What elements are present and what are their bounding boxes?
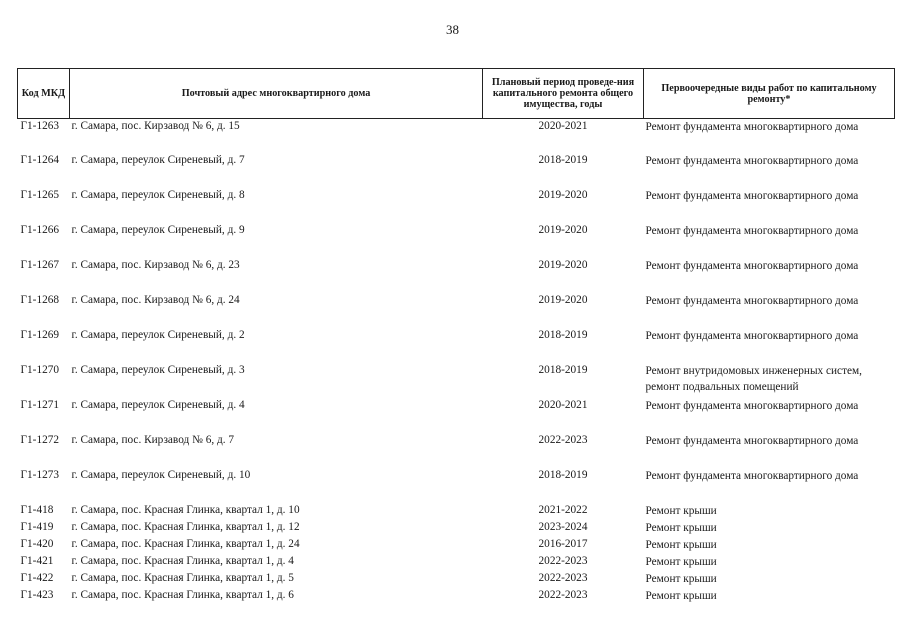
- cell-address: г. Самара, пос. Красная Глинка, квартал 1, д. 24: [71, 538, 300, 550]
- table-row: [18, 571, 895, 588]
- header-code: Код МКД: [18, 69, 70, 119]
- cell-period: 2022-2023: [538, 555, 588, 567]
- cell-works: Ремонт крыши: [645, 573, 717, 585]
- table-row: [18, 588, 895, 605]
- cell-works: Ремонт фундамента многоквартирного дома: [645, 225, 859, 237]
- cell-period: 2020-2021: [538, 399, 588, 411]
- table-row: [18, 258, 895, 293]
- cell-period: 2020-2021: [538, 120, 588, 132]
- cell-works: Ремонт фундамента многоквартирного дома: [645, 295, 859, 307]
- cell-period: 2018-2019: [538, 364, 588, 376]
- header-period: Плановый период проведе-ния капитального ремонта общего имущества, годы: [483, 69, 644, 119]
- table-row: [18, 468, 895, 503]
- cell-period: 2019-2020: [538, 224, 588, 236]
- cell-address: г. Самара, переулок Сиреневый, д. 8: [71, 189, 245, 201]
- cell-works: Ремонт крыши: [645, 522, 717, 534]
- cell-code: Г1-1265: [20, 189, 60, 201]
- cell-code: Г1-1271: [20, 399, 60, 411]
- cell-code: Г1-1266: [20, 224, 60, 236]
- cell-address: г. Самара, пос. Кирзавод № 6, д. 15: [71, 120, 240, 132]
- cell-period: 2019-2020: [538, 259, 588, 271]
- cell-address: г. Самара, пос. Кирзавод № 6, д. 24: [71, 294, 240, 306]
- cell-period: 2019-2020: [538, 294, 588, 306]
- table-row: [18, 554, 895, 571]
- table-row: [18, 119, 895, 154]
- cell-address: г. Самара, переулок Сиреневый, д. 4: [71, 399, 245, 411]
- cell-works: Ремонт крыши: [645, 539, 717, 551]
- cell-code: Г1-1264: [20, 154, 60, 166]
- cell-address: г. Самара, пос. Красная Глинка, квартал 1, д. 12: [71, 521, 300, 533]
- cell-period: 2016-2017: [538, 538, 588, 550]
- table-row: [18, 398, 895, 433]
- cell-address: г. Самара, пос. Красная Глинка, квартал 1, д. 4: [71, 555, 294, 567]
- table-row: [18, 520, 895, 537]
- cell-address: г. Самара, пос. Красная Глинка, квартал 1, д. 10: [71, 504, 300, 516]
- capital-repair-table: [17, 68, 895, 605]
- header-address: Почтовый адрес многоквартирного дома: [70, 69, 483, 119]
- cell-works: Ремонт фундамента многоквартирного дома: [645, 190, 859, 202]
- cell-period: 2022-2023: [538, 589, 588, 601]
- table-row: [18, 223, 895, 258]
- cell-address: г. Самара, пос. Красная Глинка, квартал 1, д. 5: [71, 572, 294, 584]
- table-row: [18, 433, 895, 468]
- cell-code: Г1-1267: [20, 259, 60, 271]
- table-row: [18, 363, 895, 398]
- cell-period: 2018-2019: [538, 154, 588, 166]
- table-row: [18, 188, 895, 223]
- cell-code: Г1-418: [20, 504, 54, 516]
- cell-code: Г1-1272: [20, 434, 60, 446]
- cell-works: Ремонт крыши: [645, 556, 717, 568]
- cell-period: 2023-2024: [538, 521, 588, 533]
- cell-address: г. Самара, переулок Сиреневый, д. 7: [71, 154, 245, 166]
- cell-address: г. Самара, переулок Сиреневый, д. 3: [71, 364, 245, 376]
- table-header-row: [18, 69, 895, 119]
- cell-code: Г1-420: [20, 538, 54, 550]
- table-row: [18, 328, 895, 363]
- page-number: 38: [446, 22, 459, 37]
- cell-address: г. Самара, переулок Сиреневый, д. 2: [71, 329, 245, 341]
- cell-address: г. Самара, пос. Кирзавод № 6, д. 23: [71, 259, 240, 271]
- cell-code: Г1-1269: [20, 329, 60, 341]
- cell-works: Ремонт фундамента многоквартирного дома: [645, 330, 859, 342]
- cell-works: Ремонт фундамента многоквартирного дома: [645, 400, 859, 412]
- cell-works: Ремонт фундамента многоквартирного дома: [645, 260, 859, 272]
- cell-code: Г1-1268: [20, 294, 60, 306]
- cell-period: 2018-2019: [538, 329, 588, 341]
- cell-code: Г1-1270: [20, 364, 60, 376]
- cell-works: Ремонт фундамента многоквартирного дома: [645, 435, 859, 447]
- cell-period: 2019-2020: [538, 189, 588, 201]
- cell-code: Г1-423: [20, 589, 54, 601]
- table-row: [18, 153, 895, 188]
- cell-code: Г1-1263: [20, 120, 60, 132]
- cell-period: 2021-2022: [538, 504, 588, 516]
- cell-code: Г1-419: [20, 521, 54, 533]
- cell-address: г. Самара, пос. Кирзавод № 6, д. 7: [71, 434, 235, 446]
- cell-code: Г1-421: [20, 555, 54, 567]
- cell-works: Ремонт внутридомовых инженерных систем, ремонт подвальных помещений: [645, 365, 862, 393]
- table-row: [18, 537, 895, 554]
- cell-works: Ремонт фундамента многоквартирного дома: [645, 155, 859, 167]
- cell-period: 2018-2019: [538, 469, 588, 481]
- cell-works: Ремонт фундамента многоквартирного дома: [645, 470, 859, 482]
- cell-works: Ремонт крыши: [645, 590, 717, 602]
- table-row: [18, 503, 895, 520]
- cell-address: г. Самара, пос. Красная Глинка, квартал 1, д. 6: [71, 589, 294, 601]
- cell-works: Ремонт крыши: [645, 505, 717, 517]
- cell-period: 2022-2023: [538, 572, 588, 584]
- cell-works: Ремонт фундамента многоквартирного дома: [645, 121, 859, 133]
- cell-code: Г1-422: [20, 572, 54, 584]
- cell-address: г. Самара, переулок Сиреневый, д. 10: [71, 469, 251, 481]
- table-row: [18, 293, 895, 328]
- header-works: Первоочередные виды работ по капитальному ремонту*: [644, 69, 895, 119]
- cell-address: г. Самара, переулок Сиреневый, д. 9: [71, 224, 245, 236]
- cell-period: 2022-2023: [538, 434, 588, 446]
- cell-code: Г1-1273: [20, 469, 60, 481]
